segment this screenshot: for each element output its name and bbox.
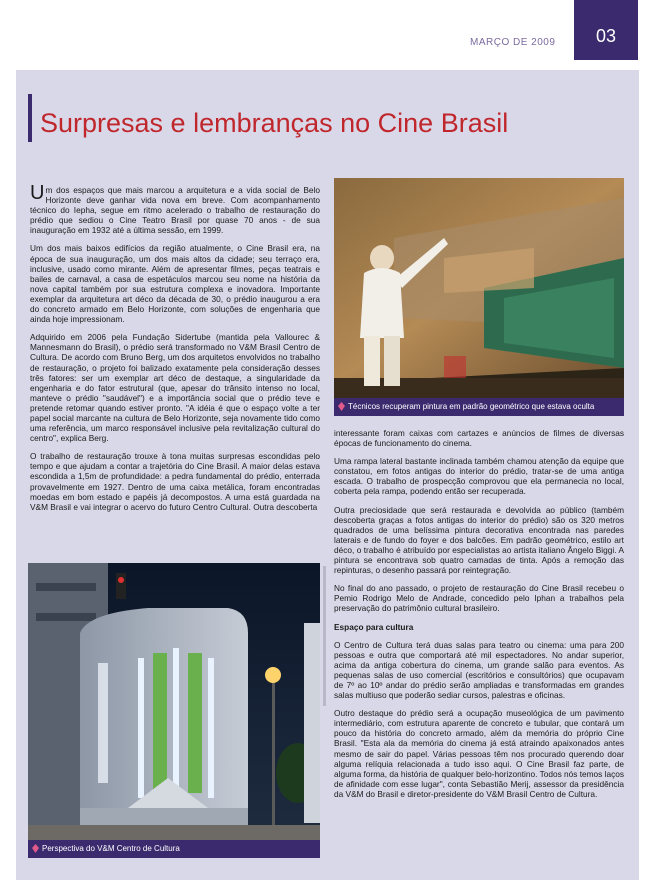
paragraph: Adquirido em 2006 pela Fundação Sidertube (mantida pela Vallourec & Mannesmann do Brasil), o prédio será transformado no V&M Brasil Centro de Cultura. De acordo com Bruno Berg, um dos arquitetos envolvidos no trabalho de restauração, o projeto foi balizado exatamente pela consideração desses três fatores: ser um exemplar art déco de destaque, a singularidade da engenharia e do fator estrutural (que, apesar do trânsito intenso no local, manteve o prédio "saudável") e a importância social que o prédio teve e pretende retomar quando estiver pronto. "A idéia é que o espaço volte a ter papel social marcante na cultura de Belo Horizonte, seja novamente tido como uma referência, um marco responsável inclusive pela revitalização cultural do centro", explica Berg. xyxy=(30,332,320,444)
page-number: 03 xyxy=(595,26,617,46)
photo-credit-mark xyxy=(320,566,330,706)
restoration-photo xyxy=(334,178,624,398)
article-title: Surpresas e lembranças no Cine Brasil xyxy=(40,108,509,138)
paragraph: interessante foram caixas com cartazes e anúncios de filmes de diversas épocas de funcionamento do cinema. xyxy=(334,428,624,449)
paragraph: O Centro de Cultura terá duas salas para teatro ou cinema: uma para 200 pessoas e outra que comportará até mil espectadores. No andar superior, acima da antiga cobertura do cinema, um grande salão para eventos. As pequenas salas de uso comercial (escritórios e consultórios) que ocupavam de 7º ao 10º andar do prédio serão ampliadas e transformadas em grandes salas multiuso que poderão sediar cursos, palestras e oficinas. xyxy=(334,639,624,701)
section-subheading: Espaço para cultura xyxy=(334,621,414,632)
restoration-photo-image xyxy=(334,178,624,398)
building-photo-caption xyxy=(28,840,320,858)
paragraph: Uma rampa lateral bastante inclinada também chamou atenção da equipe que constatou, em fotos antigas do interior do prédio, tratar-se de uma antiga escada. O trabalho de prospecção comprovou que ela permanecia no local, coberta pela rampa, podendo então ser recuperada. xyxy=(334,456,624,497)
title-accent-bar xyxy=(28,94,32,142)
article-column-1 xyxy=(30,182,320,520)
paragraph: Outro destaque do prédio será a ocupação museológica de um pavimento intermediário, com estrutura aparente de concreto e tubular, que contará um pouco da história do concreto armado, além da memória do próprio Cine Brasil. "Esta ala da memória do cinema já está atraindo apaixonados antes mesmo de sair do papel. Várias pessoas têm nos procurado querendo doar alguma relíquia relacionada a tudo isso aqui. O Cine Brasil faz parte, de alguma forma, da história de qualquer belo-horizontino. Todos nós temos laços de afinidade com esse lugar", conta Sebastião Merij, assessor da presidência da V&M do Brasil e diretor-presidente do V&M Brasil Centro de Cultura. xyxy=(334,708,624,799)
paragraph: Outra preciosidade que será restaurada e devolvida ao público (também descoberta graças a fotos antigas do interior do prédio) são os 320 metros quadrados de uma belíssima pintura decorativa encontrada nas paredes laterais e de fundo do foyer e dos balcões. Em padrão geométrico, estilo art déco, o trabalho é atribuído por especialistas ao artista italiano Ângelo Biggi. A pintura se encontrava sob quatro camadas de tinta. Após a remoção das repinturas, o desenho passará por reintegração. xyxy=(334,504,624,576)
paragraph: O trabalho de restauração trouxe à tona muitas surpresas escondidas pelo tempo e que ajudam a contar a trajetória do Cine Brasil. A maior delas estava escondida a 1,5m de profundidade: a pedra fundamental do prédio, enterrada provavelmente em 1927. Dentro de uma caixa metálica, foram encontradas moedas em bom estado e papéis já decompostos. A urna está guardada na V&M Brasil e vai integrar o acervo do futuro Centro Cultural. Outra descoberta xyxy=(30,451,320,512)
caption-bullet-icon xyxy=(338,402,345,411)
page-number-box xyxy=(574,0,638,60)
paragraph: No final do ano passado, o projeto de restauração do Cine Brasil recebeu o Pemio Rodrigo Melo de Andrade, concedido pelo Iphan a trabalhos pela preservação do patrimônio cultural brasileiro. xyxy=(334,583,624,614)
caption-bullet-icon xyxy=(32,844,39,853)
caption-text: Perspectiva do V&M Centro de Cultura xyxy=(42,844,180,853)
paragraph: Um dos mais baixos edifícios da região atualmente, o Cine Brasil era, na época de sua inauguração, um dos mais altos da cidade; seu terraço era, inclusive, usado como mirante. Além de apresentar filmes, peças teatrais e bailes de carnaval, a casa de espetáculos marcou seu nome na história da nova capital também por sua estrutura complexa e inovadora. Importante exemplar da arquitetura art déco da década de 30, o prédio inaugurou a era do concreto armado em Belo Horizonte, com soluções de engenharia que ainda hoje impressionam. xyxy=(30,243,320,325)
paragraph-text: m dos espaços que mais marcou a arquitetura e a vida social de Belo Horizonte deve ganhar vida nova em breve. Com acompanhamento técnico do Iepha, segue em ritmo acelerado o trabalho de restauração do prédio que sediou o Cine Teatro Brasil por quase 70 anos - de sua inauguração em 1932 até a última sessão, em 1999. xyxy=(30,185,320,236)
drop-cap: U xyxy=(30,182,45,204)
building-perspective-image xyxy=(28,563,320,845)
paragraph xyxy=(30,182,320,236)
building-perspective-photo xyxy=(28,563,320,845)
issue-date: MARÇO DE 2009 xyxy=(470,37,556,48)
article-column-2 xyxy=(334,428,624,807)
caption-text: Técnicos recuperam pintura em padrão geométrico que estava oculta xyxy=(348,402,595,411)
restoration-photo-caption xyxy=(334,398,624,416)
